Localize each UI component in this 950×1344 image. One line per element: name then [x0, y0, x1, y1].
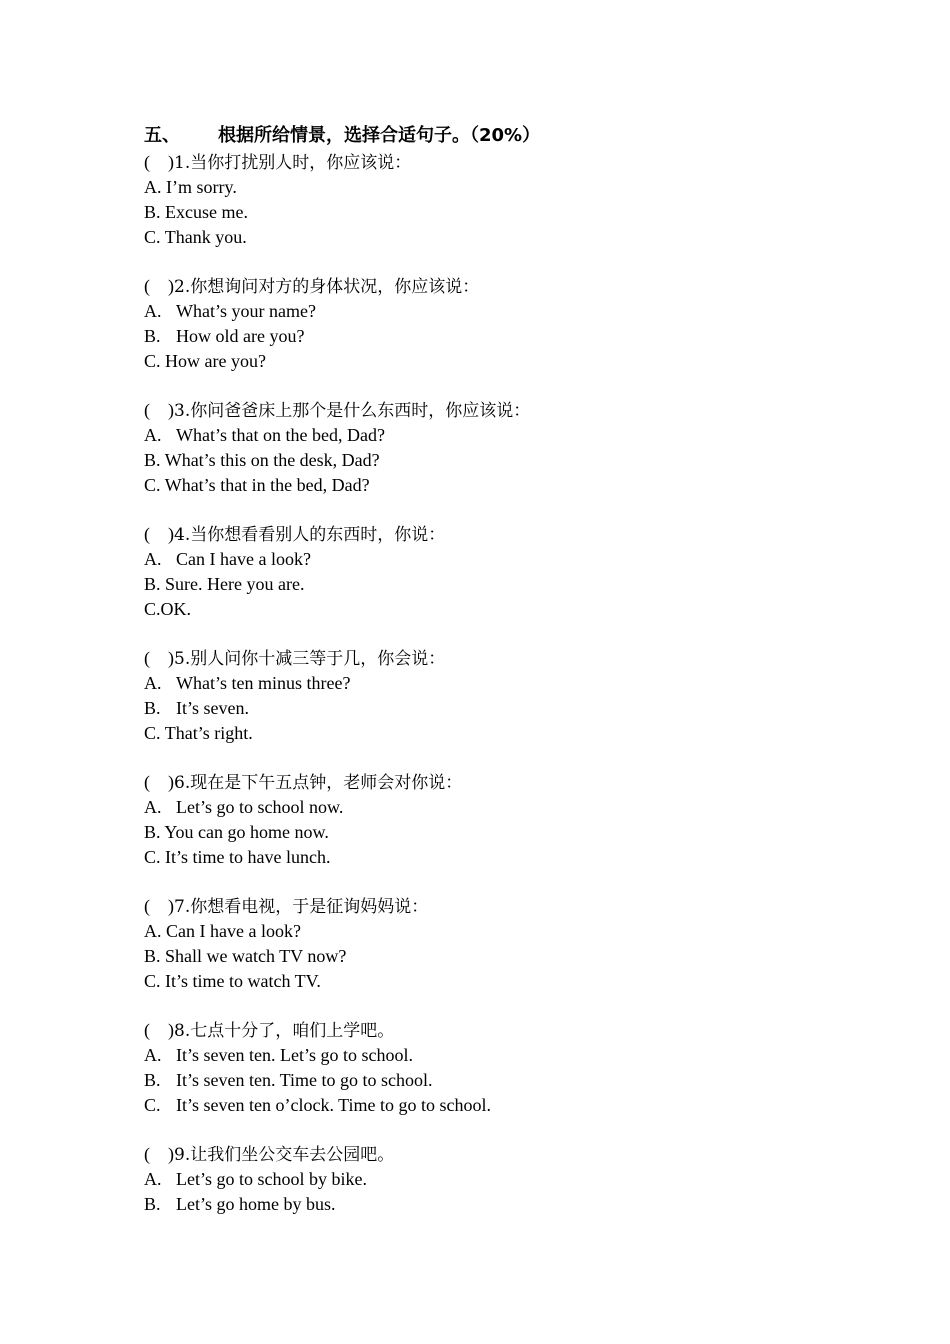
answer-option: [144, 299, 844, 324]
option-text: What’s that on the bed, Dad?: [176, 425, 385, 445]
question-item: [144, 646, 844, 746]
option-letter: A.: [144, 177, 162, 197]
question-prompt: [144, 522, 844, 547]
answer-option: [144, 919, 844, 944]
option-letter: B.: [144, 822, 161, 842]
section-title: 根据所给情景，选择合适句子。（20%）: [218, 125, 541, 146]
option-letter: C.: [144, 599, 161, 619]
answer-option: [144, 225, 844, 250]
answer-bracket[interactable]: ( ): [144, 276, 174, 296]
question-item: [144, 770, 844, 870]
option-letter: B.: [144, 1070, 161, 1090]
answer-option: [144, 349, 844, 374]
option-text: It’s seven ten. Let’s go to school.: [176, 1045, 413, 1065]
question-item: [144, 522, 844, 622]
question-prompt: [144, 274, 844, 299]
question-prompt: [144, 1018, 844, 1043]
answer-option: [144, 1167, 844, 1192]
answer-option: [144, 572, 844, 597]
question-text: 4.当你想看看别人的东西时，你说：: [174, 525, 446, 545]
option-text: Let’s go home by bus.: [176, 1194, 336, 1214]
question-item: [144, 894, 844, 994]
answer-option: [144, 597, 844, 622]
option-letter: C.: [144, 351, 161, 371]
answer-option: [144, 944, 844, 969]
option-letter: C.: [144, 847, 161, 867]
option-text: What’s ten minus three?: [176, 673, 351, 693]
answer-option: [144, 845, 844, 870]
option-text: How are you?: [165, 351, 266, 371]
option-text: OK.: [160, 599, 192, 619]
option-letter: A.: [144, 1045, 162, 1065]
option-letter: C.: [144, 971, 161, 991]
option-letter: C.: [144, 723, 161, 743]
option-letter: B.: [144, 946, 161, 966]
answer-bracket[interactable]: ( ): [144, 772, 174, 792]
answer-bracket[interactable]: ( ): [144, 152, 174, 172]
option-letter: B.: [144, 450, 161, 470]
question-list: [144, 150, 844, 1217]
answer-option: [144, 969, 844, 994]
question-text: 8.七点十分了，咱们上学吧。: [174, 1021, 395, 1041]
answer-bracket[interactable]: ( ): [144, 1020, 174, 1040]
option-text: Let’s go to school now.: [176, 797, 344, 817]
question-text: 6.现在是下午五点钟，老师会对你说：: [174, 773, 463, 793]
option-letter: A.: [144, 673, 162, 693]
option-letter: B.: [144, 698, 161, 718]
section-number: 五、: [144, 125, 180, 146]
option-text: It’s seven.: [176, 698, 249, 718]
answer-option: [144, 448, 844, 473]
answer-bracket[interactable]: ( ): [144, 648, 174, 668]
answer-option: [144, 200, 844, 225]
question-text: 9.让我们坐公交车去公园吧。: [174, 1145, 395, 1165]
option-text: It’s time to have lunch.: [165, 847, 331, 867]
option-text: Shall we watch TV now?: [165, 946, 347, 966]
answer-bracket[interactable]: ( ): [144, 1144, 174, 1164]
option-text: That’s right.: [164, 723, 253, 743]
option-text: Can I have a look?: [176, 549, 311, 569]
question-prompt: [144, 894, 844, 919]
answer-bracket[interactable]: ( ): [144, 524, 174, 544]
question-item: [144, 1142, 844, 1217]
option-text: Can I have a look?: [166, 921, 301, 941]
answer-option: [144, 473, 844, 498]
question-prompt: [144, 1142, 844, 1167]
option-text: Thank you.: [164, 227, 247, 247]
question-text: 5.别人问你十减三等于几，你会说：: [174, 649, 446, 669]
question-item: [144, 150, 844, 250]
option-letter: B.: [144, 1194, 161, 1214]
question-text: 2.你想询问对方的身体状况，你应该说：: [174, 277, 480, 297]
answer-option: [144, 721, 844, 746]
question-prompt: [144, 150, 844, 175]
answer-bracket[interactable]: ( ): [144, 400, 174, 420]
option-letter: A.: [144, 921, 162, 941]
option-letter: A.: [144, 549, 162, 569]
option-letter: B.: [144, 326, 161, 346]
answer-option: [144, 820, 844, 845]
option-letter: C.: [144, 227, 161, 247]
answer-option: [144, 547, 844, 572]
option-text: Excuse me.: [165, 202, 248, 222]
answer-option: [144, 696, 844, 721]
option-text: It’s time to watch TV.: [165, 971, 321, 991]
option-text: What’s your name?: [176, 301, 316, 321]
answer-bracket[interactable]: ( ): [144, 896, 174, 916]
question-text: 3.你问爸爸床上那个是什么东西时，你应该说：: [174, 401, 531, 421]
answer-option: [144, 423, 844, 448]
option-text: It’s seven ten o’clock. Time to go to school.: [176, 1095, 491, 1115]
section-heading: [144, 122, 844, 150]
option-letter: A.: [144, 301, 162, 321]
option-letter: A.: [144, 1169, 162, 1189]
option-letter: A.: [144, 425, 162, 445]
answer-option: [144, 324, 844, 349]
worksheet-page: [144, 122, 844, 1241]
question-item: [144, 1018, 844, 1118]
option-text: You can go home now.: [164, 822, 329, 842]
question-item: [144, 398, 844, 498]
question-text: 7.你想看电视，于是征询妈妈说：: [174, 897, 429, 917]
question-prompt: [144, 398, 844, 423]
option-text: What’s this on the desk, Dad?: [164, 450, 380, 470]
option-text: What’s that in the bed, Dad?: [164, 475, 370, 495]
option-letter: B.: [144, 202, 161, 222]
question-text: 1.当你打扰别人时，你应该说：: [174, 153, 412, 173]
option-letter: B.: [144, 574, 161, 594]
option-text: Let’s go to school by bike.: [176, 1169, 367, 1189]
answer-option: [144, 1192, 844, 1217]
question-prompt: [144, 646, 844, 671]
option-text: How old are you?: [176, 326, 305, 346]
answer-option: [144, 1068, 844, 1093]
option-text: I’m sorry.: [166, 177, 237, 197]
answer-option: [144, 1043, 844, 1068]
option-text: It’s seven ten. Time to go to school.: [176, 1070, 433, 1090]
option-letter: C.: [144, 475, 161, 495]
question-prompt: [144, 770, 844, 795]
option-letter: A.: [144, 797, 162, 817]
answer-option: [144, 795, 844, 820]
option-letter: C.: [144, 1095, 161, 1115]
answer-option: [144, 671, 844, 696]
answer-option: [144, 1093, 844, 1118]
answer-option: [144, 175, 844, 200]
option-text: Sure. Here you are.: [165, 574, 305, 594]
question-item: [144, 274, 844, 374]
